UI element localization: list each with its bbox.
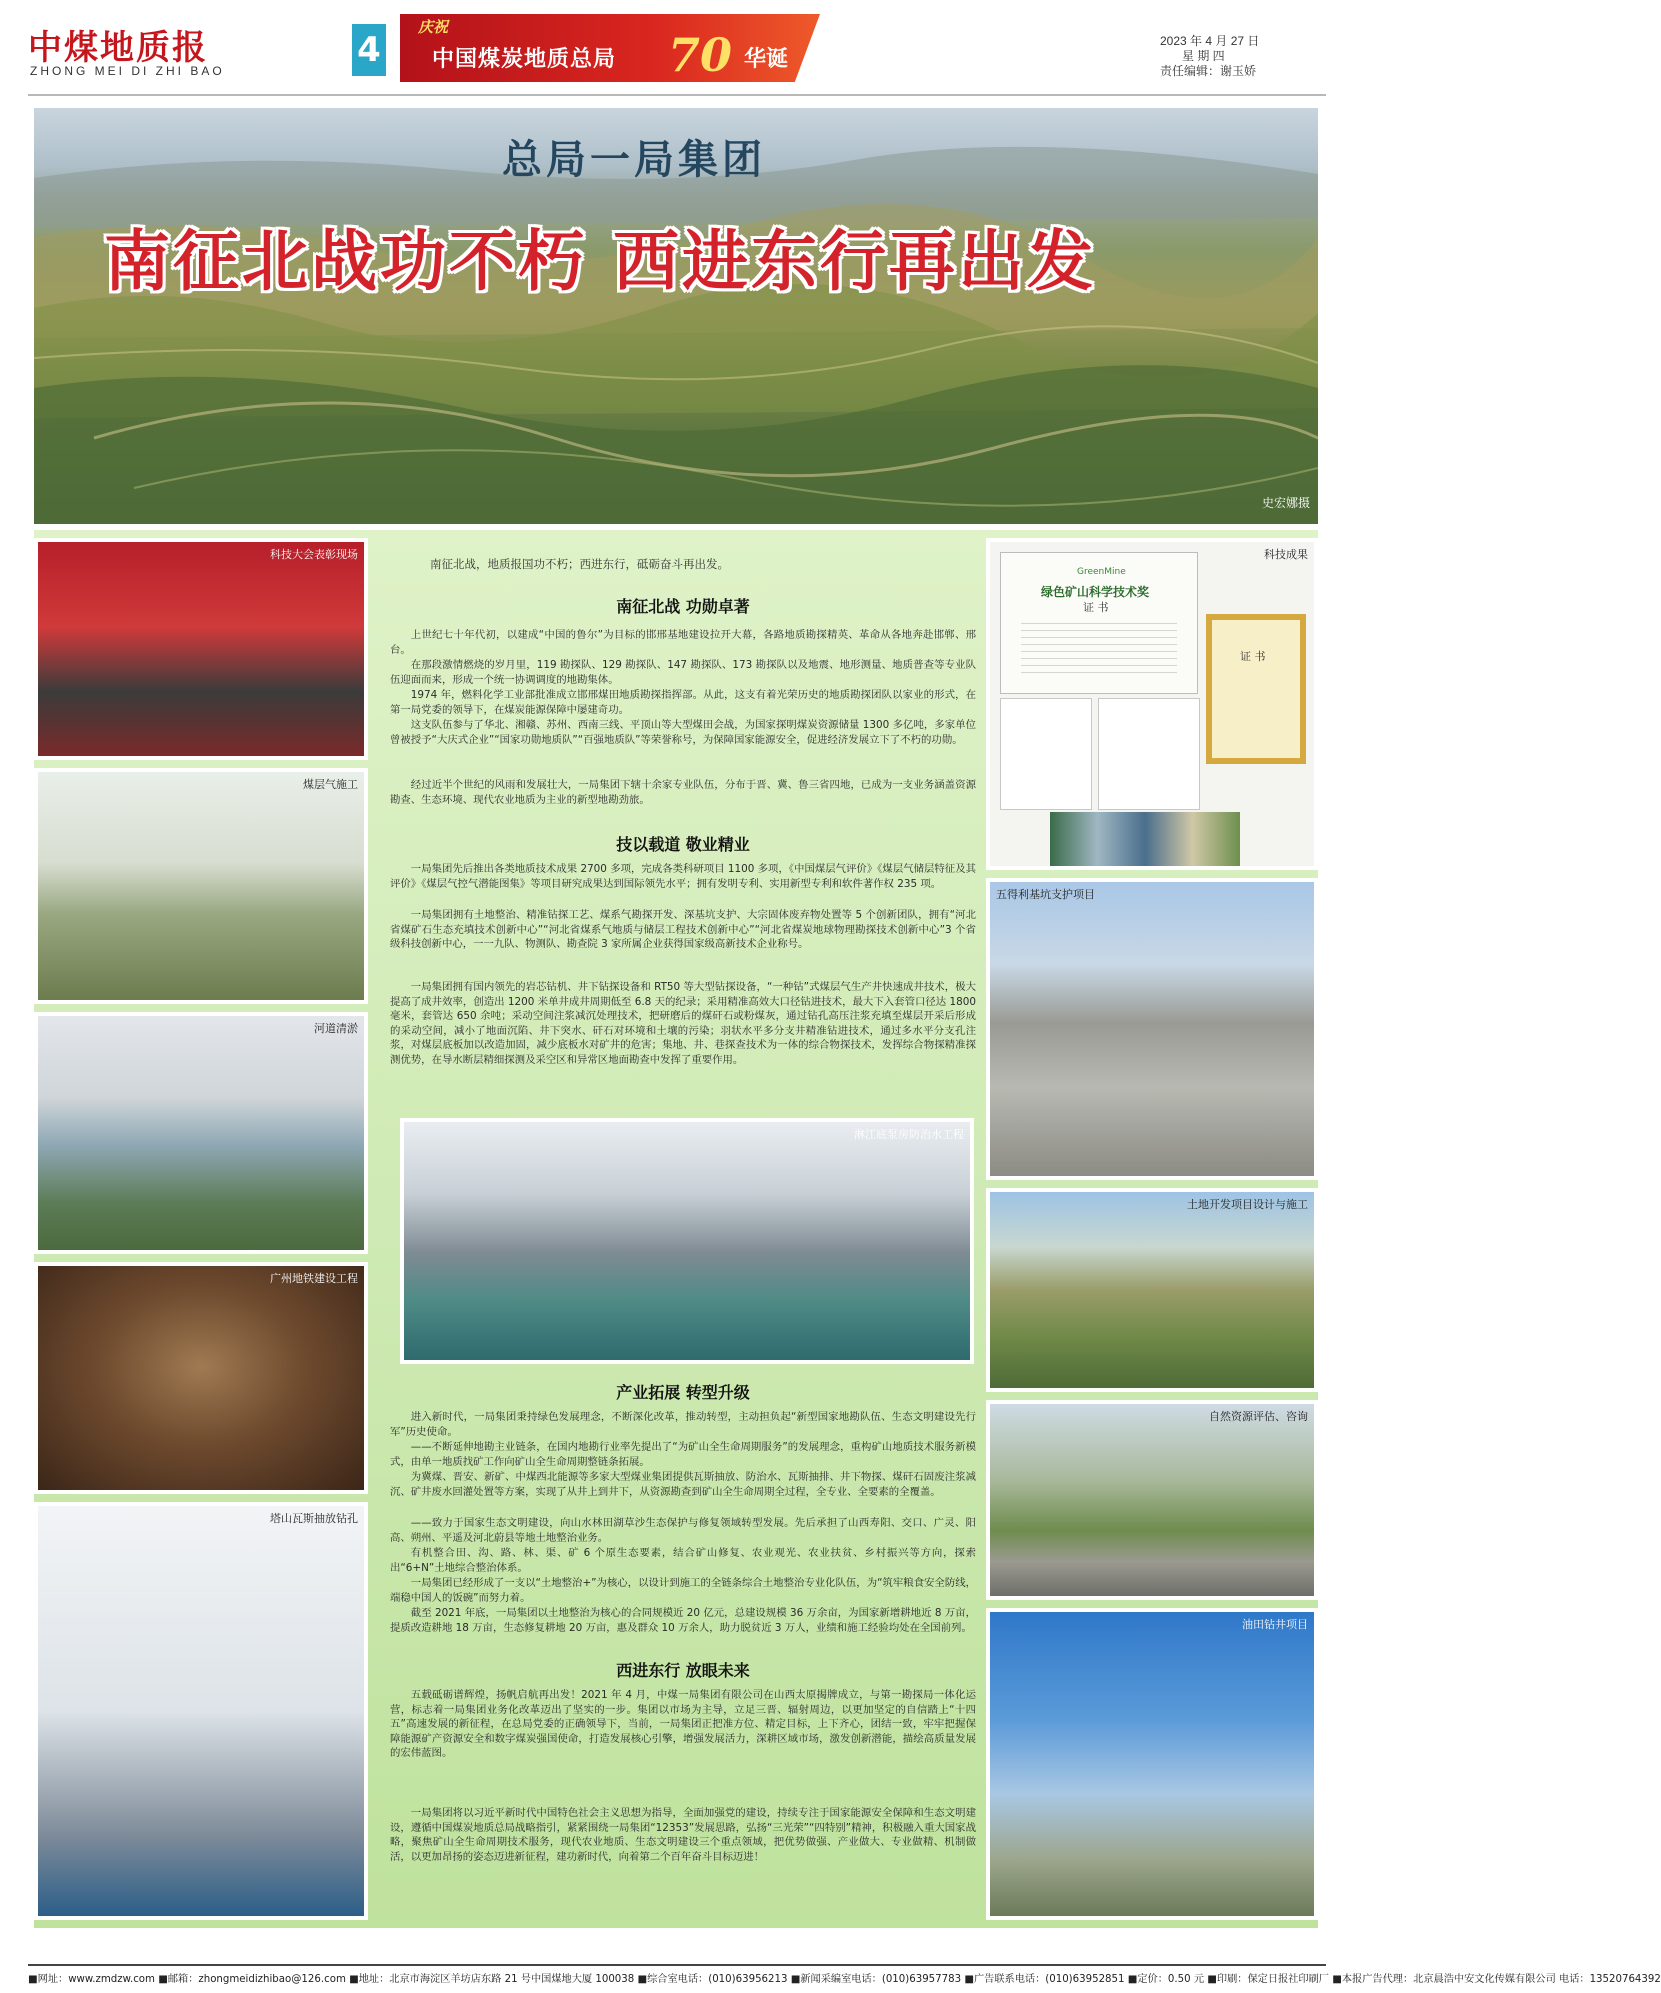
section-paragraph: 一局集团先后推出各类地质技术成果 2700 多项，完成各类科研项目 1100 多项，《中国煤层气评价》《煤层气储层特征及其评价》《煤层气控气潜能图集》等项目研究成果达到国际领先水平；拥有发明专利、实用新型专利和软件著作权 235 项。 — [390, 863, 976, 890]
photo-river — [34, 1012, 368, 1254]
section-paragraph: 在那段激情燃烧的岁月里，119 勘探队、129 勘探队、147 勘探队、173 勘探队以及地震、地形测量、地质普查等专业队伍迎面而来，形成一个统一协调调度的地勘集体。 — [390, 659, 976, 686]
section-paragraph: 一局集团拥有国内领先的岩芯钻机、井下钻探设备和 RT50 等大型钻探设备，“一种钻”式煤层气生产井快速成井技术，极大提高了成井效率，创造出 1200 米单井成井周期低至 6.8 天的纪录；采用精准高效大口径钻进技术，最大下入套管口径达 1800 毫米，套管达 650 余吨；采动空间注浆减沉处理技术，把研磨后的煤矸石或粉煤灰，通过钻孔高压注浆充填至煤层开采后形成的采动空间，减小了地面沉陷、井下突水、矸石对环境和土壤的污染；羽状水平多分支井精准钻进技术，通过多水平分支孔注浆，对煤层底板加以改造加固，减少底板水对矿井的危害；集地、井、巷探查技术为一体的综合物探技术，发挥综合物探精准探测优势，在导水断层精细探测及采空区和异常区地面勘查中发挥了重要作用。 — [390, 981, 976, 1066]
section-paragraph: 一局集团已经形成了一支以“土地整治+”为核心，以设计到施工的全链条综合土地整治专业化队伍，为“筑牢粮食安全防线，端稳中国人的饭碗”而努力着。 — [390, 1577, 976, 1604]
photo-tech-conference — [34, 538, 368, 760]
certificate-label: 证 书 — [1083, 601, 1109, 614]
banner-anniversary-number: 70 — [668, 28, 733, 82]
certificate-patent-2 — [1098, 698, 1200, 810]
section-paragraph: ——不断延伸地勘主业链条，在国内地勘行业率先提出了“为矿山全生命周期服务”的发展理念，重构矿山地质技术服务新模式，由单一地质找矿工作向矿山全生命周期整链条拓展。 — [390, 1441, 976, 1468]
photo-caption: 河道清淤 — [314, 1022, 358, 1035]
photo-drilling-rig-left — [34, 1502, 368, 1920]
photo-pump-room — [400, 1118, 974, 1364]
certificate-award-title: 绿色矿山科学技术奖 — [1041, 585, 1150, 599]
certificate-patent-1 — [1000, 698, 1092, 810]
hero-photo-credit: 史宏娜摄 — [1262, 496, 1311, 510]
section-title: 南征北战 功勋卓著 — [616, 597, 750, 616]
issue-date: 2023 年 4 月 27 日 — [1160, 34, 1260, 48]
newspaper-logo: 中煤地质报 — [28, 28, 208, 68]
footer-contact-info: ■网址：www.zmdzw.com ■邮箱：zhongmeidizhibao@126.com ■地址：北京市海淀区羊坊店东路 21 号中国煤地大厦 100038 ■综合室电话：(010)63956213 ■新闻采编室电话：(010)63957783 ■广告联系电话：(010)63952851 ■定价：0.50 元 ■印刷：保定日报社印刷厂 ■本报广告代理：北京晨浩中安文化传媒有限公司 电话：13520764392 — [28, 1974, 1661, 1985]
certificate-green-mine — [1000, 552, 1198, 694]
banner-anniversary-word: 华诞 — [744, 47, 789, 72]
section-title: 西进东行 放眼未来 — [616, 1661, 750, 1680]
publications-stack — [1050, 812, 1240, 866]
issue-editor: 责任编辑：谢玉娇 — [1160, 64, 1257, 78]
footer — [28, 1964, 1661, 1986]
hero-headline: 南征北战功不朽 西进东行再出发 — [104, 223, 1096, 300]
page-number: 4 — [352, 24, 386, 76]
photo-land-development — [986, 1188, 1318, 1392]
hero-photo — [34, 108, 1318, 524]
photo-natural-resources — [986, 1400, 1318, 1600]
section-title: 技以载道 敬业精业 — [616, 835, 750, 854]
hero-subtitle: 总局一局集团 — [502, 137, 766, 183]
photo-caption: 煤层气施工 — [303, 778, 358, 791]
photo-caption: 广州地铁建设工程 — [270, 1272, 358, 1285]
photo-foundation-pit — [986, 878, 1318, 1180]
photo-caption: 科技成果 — [1264, 548, 1308, 561]
section-paragraph: 为冀煤、晋安、新矿、中煤西北能源等多家大型煤业集团提供瓦斯抽放、防治水、瓦斯抽排、井下物探、煤矸石固废注浆减沉、矿井废水回灌处置等方案，实现了从井上到井下，从资源勘查到矿山全生命周期全过程，全专业、全要素的全覆盖。 — [390, 1471, 976, 1498]
section-paragraph: 进入新时代，一局集团秉持绿色发展理念，不断深化改革，推动转型，主动担负起“新型国家地勘队伍、生态文明建设先行军”历史使命。 — [390, 1411, 976, 1438]
issue-weekday: 星 期 四 — [1182, 49, 1225, 63]
photo-caption: 五得利基坑支护项目 — [996, 888, 1095, 901]
section-paragraph: 五载砥砺谱辉煌，扬帆启航再出发！2021 年 4 月，中煤一局集团有限公司在山西太原揭牌成立，与第一勘探局一体化运营，标志着一局集团业务化改革迈出了坚实的一步。集团以市场为主导，立足三晋、辐射周边，以更加坚定的自信踏上“十四五”高速发展的新征程，在总局党委的正确领导下，当前，一局集团正把准方位、精定目标，上下齐心，团结一致，牢牢把握保障能源矿产资源安全和数字煤炭强国使命，打造发展核心引擎，增强发展活力，深耕区域市场，激发创新潜能，描绘高质量发展的宏伟蓝图。 — [390, 1689, 976, 1759]
section-paragraph: 一局集团拥有土地整治、精准钻探工艺、煤系气勘探开发、深基坑支护、大宗固体废弃物处置等 5 个创新团队，拥有“河北省煤矿石生态充填技术创新中心”“河北省煤系气地质与储层工程技术创新中心”“河北省煤炭地球物理勘探技术创新中心”3 个省级科技创新中心，一一九队、物测队、勘查院 3 家所属企业获得国家级高新技术企业称号。 — [390, 909, 976, 950]
photo-caption: 科技大会表彰现场 — [270, 548, 358, 561]
photo-caption: 淋江底泵房防治水工程 — [854, 1128, 964, 1141]
photo-caption: 土地开发项目设计与施工 — [1187, 1198, 1308, 1211]
issue-info — [1160, 34, 1259, 79]
photo-caption: 自然资源评估、咨询 — [1209, 1410, 1308, 1423]
newspaper-logo-pinyin: ZHONG MEI DI ZHI BAO — [30, 64, 225, 78]
banner-org-name: 中国煤炭地质总局 — [432, 47, 617, 72]
certificate-brand: GreenMine — [1077, 567, 1126, 577]
article-lead: 南征北战，地质报国功不朽；西进东行，砥砺奋斗再出发。 — [430, 557, 729, 571]
section-paragraph: ——致力于国家生态文明建设，向山水林田湖草沙生态保护与修复领域转型发展。先后承担了山西寿阳、交口、广灵、阳高、朔州、平遥及河北蔚县等地土地整治业务。 — [390, 1517, 976, 1544]
section-paragraph: 有机整合田、沟、路、林、渠、矿 6 个原生态要素，结合矿山修复、农业观光、农业扶贫、乡村振兴等方向，探索出“6+N”土地综合整治体系。 — [390, 1547, 976, 1574]
section-paragraph: 这支队伍参与了华北、湘赣、苏州、西南三线、平顶山等大型煤田会战，为国家探明煤炭资源储量 1300 多亿吨，多家单位曾被授予“大庆式企业”“国家功勋地质队”“百强地质队”等荣誉称号，为保障国家能源安全，促进经济发展立下了不朽的功勋。 — [390, 719, 976, 746]
section-paragraph: 一局集团将以习近平新时代中国特色社会主义思想为指导，全面加强党的建设，持续专注于国家能源安全保障和生态文明建设，遵循中国煤炭地质总局战略指引，紧紧围绕一局集团“12353”发展思路，弘扬“三光荣”“四特别”精神，积极融入重大国家战略，聚焦矿山全生命周期技术服务，现代农业地质、生态文明建设三个重点领域，把优势做强、产业做大、专业做精、机制做活，以更加昂扬的姿态迈进新征程，建功新时代，向着第二个百年奋斗目标迈进！ — [390, 1807, 976, 1863]
photo-caption: 油田钻井项目 — [1242, 1618, 1308, 1631]
masthead-rule — [28, 94, 1326, 96]
section-paragraph: 上世纪七十年代初，以建成“中国的鲁尔”为目标的邯邢基地建设拉开大幕，各路地质勘探精英、革命从各地奔赴邯郸、邢台。 — [390, 629, 976, 656]
photo-tech-results — [986, 538, 1318, 870]
banner-celebrate: 庆祝 — [418, 18, 449, 36]
section-paragraph: 经过近半个世纪的风雨和发展壮大，一局集团下辖十余家专业队伍，分布于晋、冀、鲁三省四地，已成为一支业务涵盖资源勘查、生态环境、现代农业地质为主业的新型地勘劲旅。 — [390, 779, 976, 806]
section-paragraph: 1974 年，燃料化学工业部批准成立邯邢煤田地质勘探指挥部。从此，这支有着光荣历史的地质勘探团队以家业的形式，在第一局党委的领导下，在煤炭能源保障中屡建奇功。 — [390, 689, 976, 716]
section-paragraph: 截至 2021 年底，一局集团以土地整治为核心的合同规模近 20 亿元，总建设规模 36 万余亩，为国家新增耕地近 8 万亩，提质改造耕地 18 万亩，生态修复耕地 20 万亩，惠及群众 10 万余人，助力脱贫近 3 万人，业绩和施工经验均处在全国前列。 — [390, 1607, 976, 1634]
certificate-gold: 证 书 — [1206, 614, 1306, 764]
section-title: 产业拓展 转型升级 — [616, 1383, 750, 1402]
photo-tunnel — [34, 1262, 368, 1494]
masthead — [0, 0, 1351, 100]
photo-coalbed-methane — [34, 768, 368, 1004]
photo-drilling-rig-right — [986, 1608, 1318, 1920]
photo-caption: 塔山瓦斯抽放钻孔 — [270, 1512, 358, 1525]
